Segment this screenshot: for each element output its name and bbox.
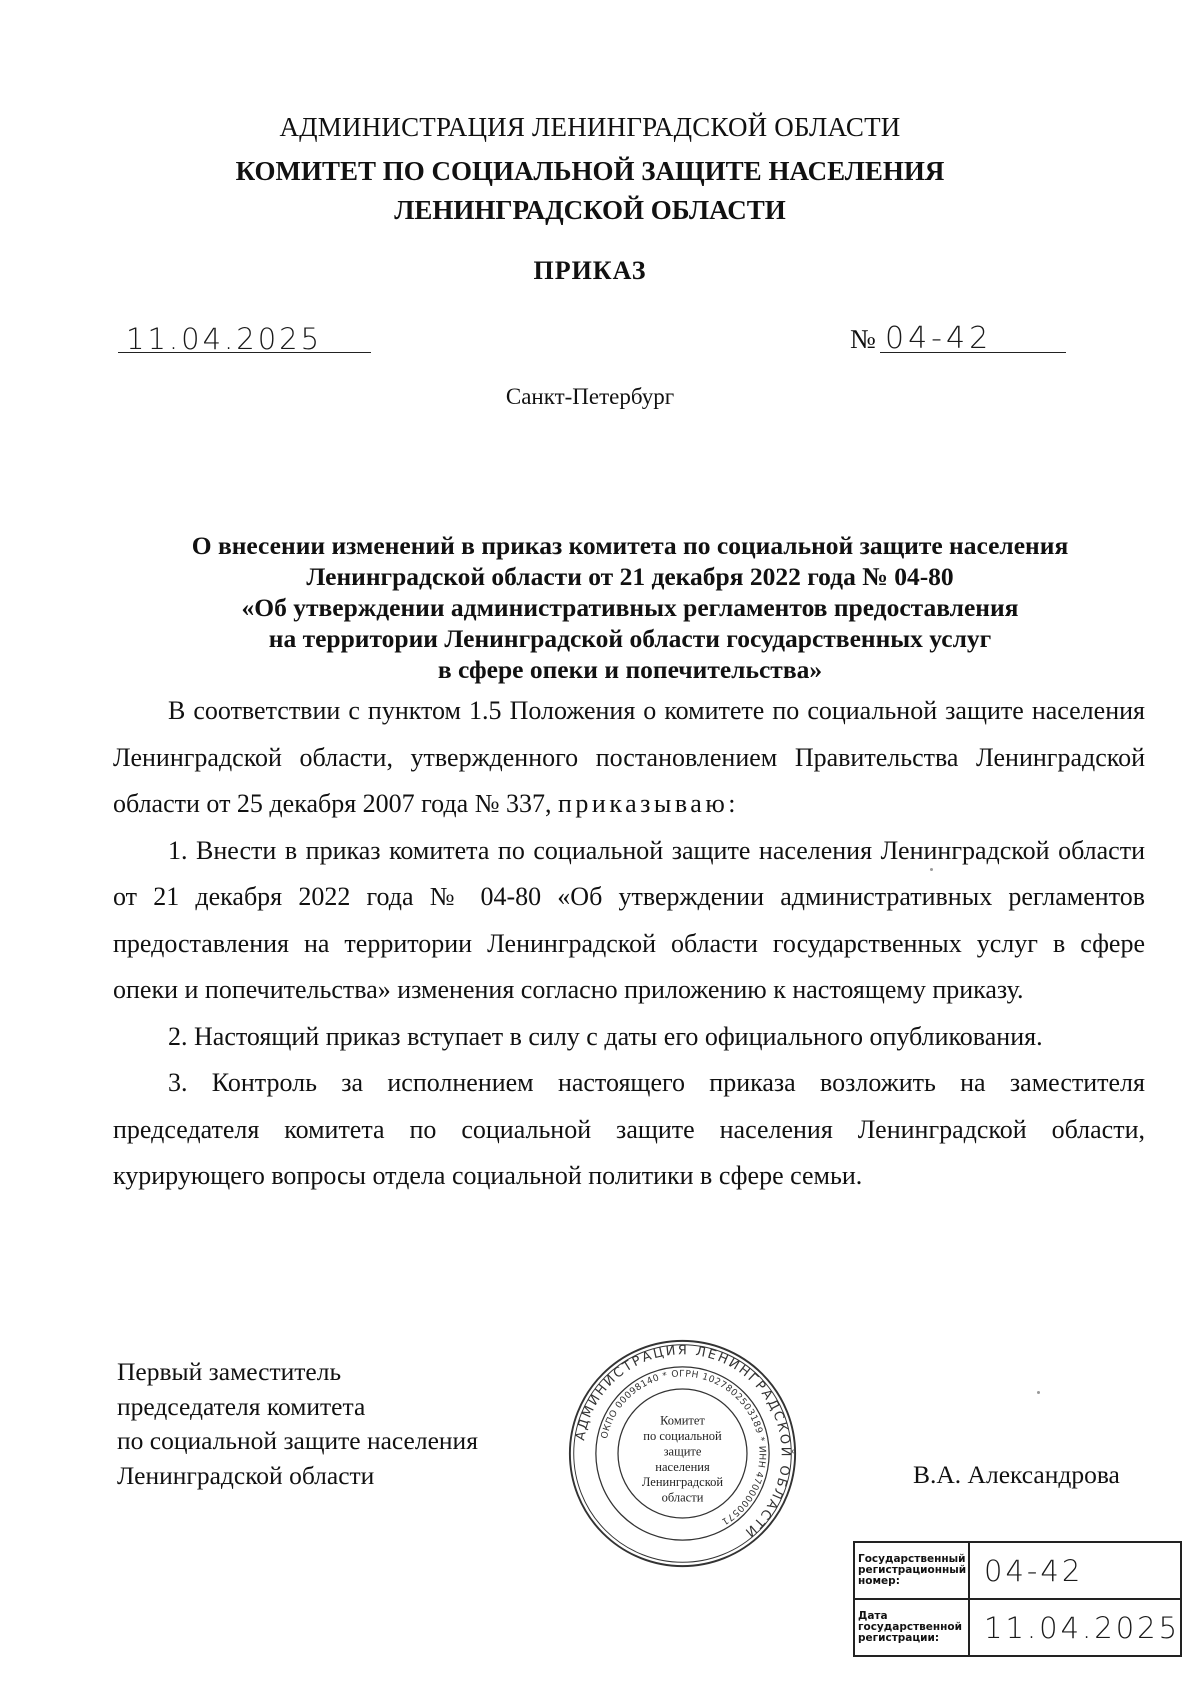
title-line: в сфере опеки и попечительства» [437,655,823,684]
title-line: на территории Ленинградской области государственных услуг [268,624,992,653]
registration-box [853,1541,1182,1657]
committee-heading-line1: КОМИТЕТ ПО СОЦИАЛЬНОЙ ЗАЩИТЕ НАСЕЛЕНИЯ [235,156,945,186]
document-type: ПРИКАЗ [533,256,647,285]
preamble-paragraph [113,688,1145,828]
order-word: приказываю: [558,789,739,818]
seal-center-line: Ленинградской [641,1475,724,1490]
registration-number-value: 04-42 [969,1542,1181,1599]
registration-number-label: Государственный регистрационный номер: [854,1542,969,1599]
position-line: по социальной защите населения [117,1426,478,1455]
seal-outer-text: АДМИНИСТРАЦИЯ ЛЕНИНГРАДСКОЙ ОБЛАСТИ [573,1343,793,1541]
seal-center-line: области [661,1490,704,1505]
title-line: «Об утверждении административных регламентов предоставления [241,593,1019,622]
document-title [120,530,1140,685]
seal-center-line: населения [655,1459,710,1474]
registration-date-value: 11.04.2025 [969,1599,1181,1656]
number-underline [880,352,1066,353]
item-3: 3. Контроль за исполнением настоящего приказа возложить на заместителя председателя комитета по социальной защите населения Ленинградской области, курирующего вопросы отдела социальной политики в сфере семьи. [113,1068,1145,1190]
item-1: 1. Внести в приказ комитета по социальной защите населения Ленинградской области от 21 декабря 2022 года № 04-80 «Об утверждении административных регламентов предоставления на территории Ленинградской области государственных услуг в сфере опеки и попечительства» изменения согласно приложению к настоящему приказу. [113,835,1145,1004]
seal-center-line: Комитет [660,1413,705,1428]
seal-center-line: по социальной [643,1429,722,1444]
title-line: Ленинградской области от 21 декабря 2022 года № 04-80 [306,562,954,591]
city: Санкт-Петербург [505,384,675,409]
committee-heading-line2: ЛЕНИНГРАДСКОЙ ОБЛАСТИ [394,195,786,225]
registration-date-row [854,1599,1181,1656]
registration-number-row [854,1542,1181,1599]
position-line: Первый заместитель [117,1357,342,1386]
signatory-name: В.А. Александрова [913,1460,1120,1489]
position-line: председателя комитета [117,1391,366,1421]
position-line: Ленинградской области [117,1460,375,1490]
committee-heading [0,152,1180,230]
scan-speck [1037,1391,1040,1394]
title-line: О внесении изменений в приказ комитета по социальной защите населения [191,531,1069,560]
official-seal [567,1338,798,1569]
number-label: № [850,324,876,354]
preamble-text: В соответствии с пунктом 1.5 Положения о комитете по социальной защите населения Ленинградской области, утвержденного постановлением Правительства Ленинградской области от 25 декабря 2007 года № 337, [113,696,1145,818]
signatory-position [117,1355,478,1493]
registration-date-label: Дата государственной регистрации: [854,1599,969,1656]
administration-heading: АДМИНИСТРАЦИЯ ЛЕНИНГРАДСКОЙ ОБЛАСТИ [279,112,901,142]
scan-speck [930,868,933,871]
handwritten-date: 11.04.2025 [126,322,323,356]
seal-ring-text: ОКПО 00098140 * ОГРН 1027802503189 * ИНН 4700000571 [599,1369,767,1527]
item-2: 2. Настоящий приказ вступает в силу с даты его официального опубликования. [168,1021,1043,1051]
date-underline [118,352,371,353]
document-body [113,688,1145,1200]
handwritten-number: 04-42 [885,321,993,356]
seal-center-line: защите [663,1444,702,1459]
